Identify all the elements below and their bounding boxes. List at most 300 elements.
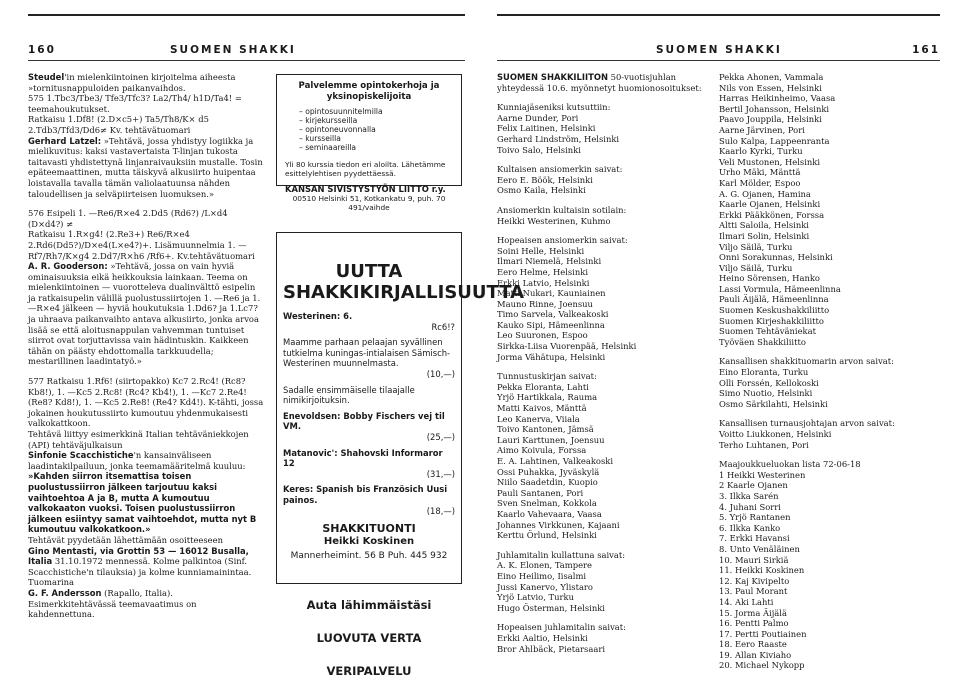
text-line: [497, 102, 703, 113]
book-entry: [283, 337, 455, 379]
ad-org: KANSAN SIVISTYSTYÖN LIITTO r.y.: [285, 184, 446, 194]
text-line: [719, 189, 937, 200]
top-rule: [28, 14, 465, 16]
text-line: [28, 588, 264, 599]
ad-book-list: [283, 311, 455, 516]
plain-text: 2 Kaarle Ojanen: [719, 480, 788, 491]
text-line: [497, 509, 703, 520]
text-line: [719, 618, 937, 629]
paragraph-gap: [497, 613, 703, 622]
text-line: [719, 544, 937, 555]
text-line: [497, 571, 703, 582]
plain-text: Hopeaisen ansiomerkin saivat:: [497, 235, 628, 246]
text-line: [719, 470, 937, 481]
paragraph-gap: [28, 367, 264, 376]
dash-icon: –: [299, 134, 306, 143]
plain-text: 8. Unto Venäläinen: [719, 543, 800, 554]
plain-text: »Tehtävä, jossa on vain hyviä ominaisuuksia eikä heikkouksia lainkaan. Teema on mielenkiintoinen — vuorotteleva dualinvälttö esipelin ja ratkaisupelin välillä puolustussiirtojen 1. —Re6 ja 1. —R×e4 jälkeen — hyviä houkutuksia 1.Dd6? ja 1.Lc7? ja uhraava paikanvaihto antava alkusiirto, jonka arvoa lisää se että aloitusnappulan vahvemman tuntuiset siirrot ovat torjuttavissa vain hädintuskin. Kaikkeen tähän on päästy ehdottomalla tarkkuudella; mestarillinen laadintatyö.»: [28, 261, 261, 367]
plain-text: Heikki Westerinen, Kuhmo: [497, 215, 611, 226]
text-line: [719, 316, 937, 327]
book-description: Matanovic': Shahovski Informaror 12: [283, 447, 443, 469]
plain-text: 50-vuotisjuhlan yhteydessä 10.6. myönnetyt huomionosoitukset:: [497, 72, 702, 93]
plain-text: 3. Ilkka Sarén: [719, 490, 779, 501]
book-price: Rc6!?: [431, 321, 455, 332]
plain-text: Erkki Pääkkönen, Forssa: [719, 209, 825, 220]
bold-text: Steudel: [28, 72, 65, 82]
text-line: [719, 491, 937, 502]
ad-shop-address: Mannerheimint. 56 B Puh. 445 932: [290, 551, 448, 562]
plain-text: Kauko Sipi, Hämeenlinna: [497, 319, 605, 330]
plain-text: 11. Heikki Koskinen: [719, 565, 805, 576]
text-line: [719, 418, 937, 429]
ad-bullet-text: kursseilla: [305, 134, 341, 143]
text-line: [497, 424, 703, 435]
plain-text: Soini Helle, Helsinki: [497, 245, 585, 256]
right-page: [497, 0, 940, 689]
plain-text: Felix Laitinen, Helsinki: [497, 123, 596, 134]
paragraph-gap: [497, 226, 703, 235]
plain-text: Niilo Saadetdin, Kuopio: [497, 477, 598, 488]
bold-text: SUOMEN SHAKKILIITON: [497, 72, 608, 82]
text-line: [719, 388, 937, 399]
text-line: [719, 93, 937, 104]
text-line: [497, 113, 703, 124]
text-line: [497, 320, 703, 331]
plain-text: Osmo Särkilahti, Helsinki: [719, 398, 828, 409]
plain-text: Harras Heikinheimo, Vaasa: [719, 93, 836, 104]
text-line: [28, 93, 264, 114]
dash-icon: –: [299, 125, 306, 134]
plain-text: 7. Erkki Havansi: [719, 533, 790, 544]
text-line: [719, 429, 937, 440]
text-line: [497, 123, 703, 134]
text-line: [497, 633, 703, 644]
paragraph-gap: [497, 196, 703, 205]
plain-text: Osmo Kaila, Helsinki: [497, 185, 586, 196]
text-line: [28, 114, 264, 135]
ad-headline: UUTTA SHAKKIKIRJALLISUUTTA: [283, 261, 525, 303]
text-line: [719, 650, 937, 661]
plain-text: 17. Pertti Poutiainen: [719, 628, 807, 639]
text-line: [497, 435, 703, 446]
text-line: [719, 136, 937, 147]
plain-text: 575 1.Tbc3/Tbe3/ Tfe3/Tfc3? La2/Th4/ h1D/Ta4! = teemahoukutukset.: [28, 93, 242, 114]
text-line: [719, 565, 937, 576]
book-entry: [283, 448, 455, 480]
plain-text: Sirkka-Liisa Vuorenpää, Helsinki: [497, 341, 637, 352]
plain-text: Kaarle Ojanen, Helsinki: [719, 199, 821, 210]
plain-text: 10. Mauri Sirkiä: [719, 554, 789, 565]
text-line: [497, 267, 703, 278]
plain-text: Matti Nukari, Kauniainen: [497, 288, 606, 299]
bold-text: Gerhard Latzel:: [28, 135, 102, 146]
plain-text: Eino Heilimo, Iisalmi: [497, 570, 587, 581]
plain-text: Kansallisen shakkituomarin arvon saivat:: [719, 356, 894, 367]
ad-bullet: [299, 143, 453, 152]
text-line: [28, 376, 264, 429]
text-line: [497, 185, 703, 196]
plain-text: Kaarlo Vahevaara, Vaasa: [497, 508, 602, 519]
plain-text: 19. Allan Kiviaho: [719, 649, 792, 660]
text-line: [497, 246, 703, 257]
plain-text: Ratkaisu 1.R×g4! (2.Re3+) Re6/R×e4 2.Rd6(Dd5?)/D×e4(L×e4?)+. Lisämuunnelmia 1. —Rf7/Rh7/K×g4 2.Dd7/R×h6 /Rf6+. Kv.tehtävätuomari: [28, 229, 255, 261]
plain-text: 'in mielenkiintoinen kirjoitelma aiheesta »tornitusnappuloiden paikanvaihdos.: [28, 72, 236, 93]
ad-bullet: [299, 134, 453, 143]
text-line: [497, 288, 703, 299]
plain-text: 13. Paul Morant: [719, 586, 788, 597]
text-line: [719, 586, 937, 597]
text-line: [719, 305, 937, 316]
text-line: [28, 535, 264, 546]
text-line: [497, 235, 703, 246]
text-line: [719, 220, 937, 231]
plain-text: Voitto Liukkonen, Helsinki: [719, 429, 832, 439]
text-line: [497, 603, 703, 614]
plain-text: Pauli Santanen, Pori: [497, 487, 584, 498]
ad-bullet: [299, 125, 453, 134]
text-line: [719, 104, 937, 115]
text-line: [719, 157, 937, 168]
book-price: (31,—): [426, 468, 455, 479]
plain-text: Pekka Ahonen, Vammala: [719, 72, 824, 82]
page-number: 160: [28, 44, 56, 56]
header-line: [28, 60, 465, 61]
bold-text: »Kahden siirron itsemattisa toisen puolustussiirron jälkeen tarjoutuu kaksi vaihtoehtoa A ja B, mutta A kumoutuu valkokaaton vuoksi. Toisen puolustussiirron jälkeen esiintyy samat vaihtoehdot, mutta nyt B kumoutuu valkokatkoon.»: [28, 471, 257, 535]
plain-text: Erkki Latvio, Helsinki: [497, 277, 590, 288]
plain-text: Onni Sorakunnas, Helsinki: [719, 252, 833, 263]
plain-text: A. K. Elonen, Tampere: [497, 560, 593, 571]
plain-text: Kansallisen turnausjohtajan arvon saivat:: [719, 418, 895, 429]
ad-bullet: [299, 107, 453, 116]
plain-text: Viljo Säilä, Turku: [719, 262, 793, 273]
text-line: [719, 399, 937, 410]
plain-text: Gerhard Lindström, Helsinki: [497, 133, 620, 144]
text-line: [719, 629, 937, 640]
ad-shakkikirjallisuus: [276, 232, 525, 584]
plain-text: 1 Heikki Westerinen: [719, 469, 806, 480]
plain-text: 16. Pentti Palmo: [719, 618, 789, 629]
text-line: [719, 639, 937, 650]
plain-text: 31.10.1972 mennessä. Kolme palkintoa (Sinf. Scacchistiche'n tilauksia) ja kolme kunniamainintaa. Tuomarina: [28, 556, 252, 588]
text-line: [497, 175, 703, 186]
text-line: [719, 146, 937, 157]
top-rule: [497, 14, 940, 16]
page-title: SUOMEN SHAKKI: [656, 44, 782, 56]
text-line: [719, 660, 937, 671]
plain-text: 'n kansainväliseen laadintakilpailuun, jonka teemamääritelmä kuuluu:: [28, 450, 246, 471]
ad-bullets: [285, 107, 453, 152]
plain-text: Ansiomerkin kultaisin sotilain:: [497, 204, 627, 215]
text-line: [497, 72, 703, 93]
text-line: [497, 445, 703, 456]
left-text-column: [28, 72, 264, 620]
plain-text: Kultaisen ansiomerkin saivat:: [497, 164, 623, 175]
book-price: (25,—): [426, 431, 455, 442]
text-line: [28, 72, 264, 93]
book-description: Sadalle ensimmäiselle tilaajalle nimikirjoituksin.: [283, 384, 415, 406]
text-line: [497, 560, 703, 571]
text-line: [719, 480, 937, 491]
text-line: [719, 555, 937, 566]
right-text-column-2: [719, 72, 937, 671]
ad-note: Yli 80 kurssia tiedon eri aloilta. Lähetämme esittelylehtisen pyydettäessä.: [285, 160, 446, 178]
paragraph-gap: [719, 409, 937, 418]
text-line: [719, 523, 937, 534]
plain-text: Maajoukkueluokan lista 72-06-18: [719, 459, 861, 470]
text-line: [719, 597, 937, 608]
text-line: [497, 371, 703, 382]
bold-text: G. F. Andersson: [28, 587, 102, 598]
text-line: [28, 546, 264, 588]
text-line: [497, 164, 703, 175]
plain-text: Työväen Shakkiliitto: [719, 336, 806, 347]
plain-text: Yrjö Latvio, Turku: [497, 592, 574, 603]
plain-text: Suomen Tehtäväniekat: [719, 326, 816, 337]
paragraph-gap: [497, 541, 703, 550]
text-line: [497, 341, 703, 352]
text-line: [28, 136, 264, 200]
plain-text: Ilmari Solin, Helsinki: [719, 230, 810, 241]
text-line: [719, 326, 937, 337]
plain-text: Hugo Österman, Helsinki: [497, 602, 605, 613]
plain-text: Pauli Äijälä, Hämeenlinna: [719, 294, 829, 305]
plain-text: Toivo Kantonen, Jämsä: [497, 424, 594, 435]
text-line: [719, 378, 937, 389]
plain-text: Leo Kanerva, Viiala: [497, 413, 580, 424]
ad-owner: Heikki Koskinen: [323, 535, 415, 547]
ad-bullet-text: seminaareilla: [305, 143, 357, 152]
plain-text: Ossi Puhakka, Jyväskylä: [497, 466, 600, 477]
book-description: Maamme parhaan pelaajan syvällinen tutkielma kuningas-intialaisen Sämisch-Westerinen muunnelmasta.: [283, 337, 451, 369]
ad-bullet-text: kirjekursseilla: [305, 116, 358, 125]
text-line: [497, 403, 703, 414]
text-line: [28, 208, 264, 229]
text-line: [497, 352, 703, 363]
book-entry: [283, 411, 455, 443]
text-line: [28, 450, 264, 471]
text-line: [497, 644, 703, 655]
plain-text: Aarne Järvinen, Pori: [719, 124, 805, 135]
book-description: Westerinen: 6.: [283, 311, 353, 321]
text-line: [497, 467, 703, 478]
dash-icon: –: [299, 116, 306, 125]
text-line: [497, 299, 703, 310]
text-line: [497, 256, 703, 267]
text-line: [719, 502, 937, 513]
plain-text: Yrjö Hartikkala, Rauma: [497, 392, 598, 403]
plain-text: Heino Sörensen, Hanko: [719, 273, 820, 284]
plain-text: Matti Kaivos, Mänttä: [497, 403, 587, 414]
plain-text: 18. Eero Raaste: [719, 639, 787, 650]
ad-line: Auta lähimmäistäsi: [306, 598, 432, 612]
text-line: [497, 382, 703, 393]
plain-text: Paavo Jouppila, Helsinki: [719, 114, 822, 125]
ad-title: Palvelemme opintokerhoja ja yksinopiskelijoita: [298, 81, 440, 102]
plain-text: Eero E. Böök, Helsinki: [497, 174, 593, 185]
plain-text: Sven Snelman, Kokkola: [497, 498, 597, 509]
plain-text: (Rapallo, Italia).: [101, 587, 173, 598]
plain-text: Mauno Rinne, Joensuu: [497, 298, 593, 309]
ad-bullet-text: opintosuunnitelmilla: [305, 107, 383, 116]
page-title: SUOMEN SHAKKI: [170, 44, 296, 56]
plain-text: Lassi Vormula, Hämeenlinna: [719, 283, 841, 294]
text-line: [719, 231, 937, 242]
plain-text: 12. Kaj Kivipelto: [719, 575, 790, 586]
dash-icon: –: [299, 107, 306, 116]
plain-text: Simo Nuotio, Helsinki: [719, 388, 813, 399]
text-line: [719, 125, 937, 136]
text-line: [497, 414, 703, 425]
text-line: [497, 216, 703, 227]
plain-text: Suomen Kirjeshakkiliitto: [719, 315, 824, 326]
plain-text: Eero Helme, Helsinki: [497, 266, 589, 277]
text-line: [719, 263, 937, 274]
plain-text: Toivo Salo, Helsinki: [497, 144, 581, 155]
text-line: [28, 599, 264, 620]
plain-text: Erkki Aaltio, Helsinki: [497, 632, 588, 643]
text-line: [497, 592, 703, 603]
paragraph-gap: [719, 450, 937, 459]
book-entry: [283, 311, 455, 332]
text-line: [719, 210, 937, 221]
plain-text: »Tehtävä, jossa yhdistyy logiikka ja mielikuvitus: kaksi vastavertaista T-linjan tukosta taitavasti yhdistettynä linjanraivauksiin mustalle. Tosin epäteemaattinen, mutta täiskyvä alkusiirto huipentaa loistavalla tavalla tämän valiolaatuunsa nähden taloudellisen ja selväpiirteisen luomuksen.»: [28, 135, 263, 199]
text-line: [719, 252, 937, 263]
plain-text: Bertil Johansson, Helsinki: [719, 103, 830, 114]
ad-line: VERIPALVELU: [326, 664, 412, 678]
text-line: [497, 456, 703, 467]
book-price: (18,—): [426, 505, 455, 516]
dash-icon: –: [299, 143, 306, 152]
book-entry: [283, 484, 455, 516]
text-line: [497, 520, 703, 531]
text-line: [28, 229, 264, 261]
right-text-column-1: [497, 72, 703, 654]
bold-text: A. R. Gooderson:: [28, 261, 108, 272]
text-line: [719, 284, 937, 295]
plain-text: Altti Saloila, Helsinki: [719, 220, 809, 231]
plain-text: 5. Yrjö Rantanen: [719, 512, 791, 523]
text-line: [719, 459, 937, 470]
text-line: [719, 367, 937, 378]
text-line: [497, 309, 703, 320]
text-line: [719, 273, 937, 284]
header-line: [497, 60, 940, 61]
plain-text: Kaarlo Kyrki, Turku: [719, 146, 803, 157]
text-line: [497, 622, 703, 633]
plain-text: 577 Ratkaisu 1.Rf6! (siirtopakko) Kc7 2.Rc4! (Rc8? Kb8!), 1. —Kc5 2.Rc8! (Rc4? Kb4!), 1. —Kc7 2.Re4! (Re8? Kd8!), 1. —Kc5 2.Re8! (Re4? Kd4!). K-tähti, jossa jokainen houkutussiirto kumoutuu yhdenmukaisesti valkokattkoon.: [28, 376, 264, 429]
plain-text: Terho Luhtanen, Pori: [719, 439, 809, 450]
book-entry: [283, 385, 455, 406]
paragraph-gap: [28, 199, 264, 208]
plain-text: 15. Jorma Äijälä: [719, 607, 787, 618]
text-line: [497, 205, 703, 216]
page-number: 161: [912, 44, 940, 56]
plain-text: Leo Suuronen, Espoo: [497, 330, 588, 341]
book-description: Keres: Spanish bis Französich Uusi painos.: [283, 484, 448, 505]
plain-text: 4. Juhani Sorri: [719, 501, 781, 512]
plain-text: Timo Sarvela, Valkeakoski: [497, 309, 609, 320]
bold-text: Gino Mentasti, via Grottin 53 — 16012 Busalla, Italia: [28, 545, 249, 567]
plain-text: Johannes Virkkunen, Kajaani: [497, 519, 620, 530]
ad-opintokerhot: [276, 74, 462, 212]
plain-text: Bror Ahlbäck, Pietarsaari: [497, 643, 606, 654]
plain-text: 576 Esipeli 1. —Re6/R×e4 2.Dd5 (Rd6?) /L×d4 (D×d4?) ≠: [28, 208, 228, 229]
text-line: [719, 114, 937, 125]
text-line: [497, 550, 703, 561]
text-line: [719, 440, 937, 451]
text-line: [719, 512, 937, 523]
text-line: [497, 278, 703, 289]
plain-text: Viljo Säilä, Turku: [719, 241, 793, 252]
plain-text: E. A. Lahtinen, Valkeakoski: [497, 456, 614, 466]
plain-text: Pekka Eloranta, Lahti: [497, 381, 589, 392]
text-line: [497, 477, 703, 488]
plain-text: Suomen Keskushakkiliitto: [719, 305, 830, 316]
plain-text: Olli Forssén, Kellokoski: [719, 377, 819, 388]
left-header: [28, 44, 465, 58]
plain-text: Jussi Kanervo, Ylistaro: [497, 581, 593, 592]
plain-text: Juhlamitalin kullattuna saivat:: [497, 549, 626, 560]
text-line: [497, 392, 703, 403]
plain-text: Kunniajäseniksi kutsuttiin:: [497, 102, 611, 113]
plain-text: Eino Eloranta, Turku: [719, 367, 809, 378]
ad-address: 00510 Helsinki 51, Kotkankatu 9, puh. 70 491/vaihde: [292, 194, 446, 212]
text-line: [497, 330, 703, 341]
plain-text: Ratkaisu 1.Df8! (2.D×c5+) Ta5/Th8/K× d5 2.Tdb3/Tfd3/Dd6≠ Kv. tehtävätuomari: [28, 114, 209, 135]
book-price: (10,—): [426, 368, 455, 379]
plain-text: Ilmari Niemelä, Helsinki: [497, 256, 602, 267]
plain-text: Veli Mustonen, Helsinki: [719, 156, 821, 167]
plain-text: Tehtävä liittyy esimerkkinä Italian tehtäväniekkojen (API) tehtäväjulkaisun: [28, 429, 249, 450]
text-line: [719, 199, 937, 210]
plain-text: 6. Ilkka Kanko: [719, 522, 781, 533]
plain-text: Aarne Dunder, Pori: [497, 112, 579, 123]
plain-text: Tunnustuskirjan saivat:: [497, 371, 597, 382]
paragraph-gap: [497, 362, 703, 371]
plain-text: Esimerkkitehtävässä teemavaatimus on kahdennettuna.: [28, 598, 197, 620]
ad-bullet: [299, 116, 453, 125]
text-line: [719, 178, 937, 189]
plain-text: Aimo Koivula, Forssa: [497, 445, 587, 456]
text-line: [719, 608, 937, 619]
text-line: [497, 530, 703, 541]
text-line: [497, 145, 703, 156]
text-line: [28, 261, 264, 367]
text-line: [497, 498, 703, 509]
plain-text: Lauri Karttunen, Joensuu: [497, 434, 605, 445]
book-description: Enevoldsen: Bobby Fischers vej til VM.: [283, 410, 445, 432]
right-header: [497, 44, 940, 58]
text-line: [497, 488, 703, 499]
text-line: [28, 471, 264, 535]
bold-text: Sinfonie Scacchistiche: [28, 450, 134, 461]
plain-text: 20. Michael Nykopp: [719, 660, 805, 671]
paragraph-gap: [497, 93, 703, 102]
ad-bullet-text: opintoneuvonnalla: [305, 125, 376, 134]
plain-text: Karl Mölder, Espoo: [719, 177, 801, 188]
left-page: [28, 0, 525, 689]
ad-veripalvelu: [276, 588, 462, 678]
plain-text: Jorma Vähätupa, Helsinki: [497, 351, 606, 362]
plain-text: A. G. Ojanen, Hamina: [719, 188, 811, 199]
text-line: [28, 429, 264, 450]
text-line: [719, 576, 937, 587]
text-line: [719, 356, 937, 367]
plain-text: Sulo Kalpa, Lappeenranta: [719, 135, 830, 146]
text-line: [719, 167, 937, 178]
text-line: [719, 294, 937, 305]
text-line: [497, 134, 703, 145]
